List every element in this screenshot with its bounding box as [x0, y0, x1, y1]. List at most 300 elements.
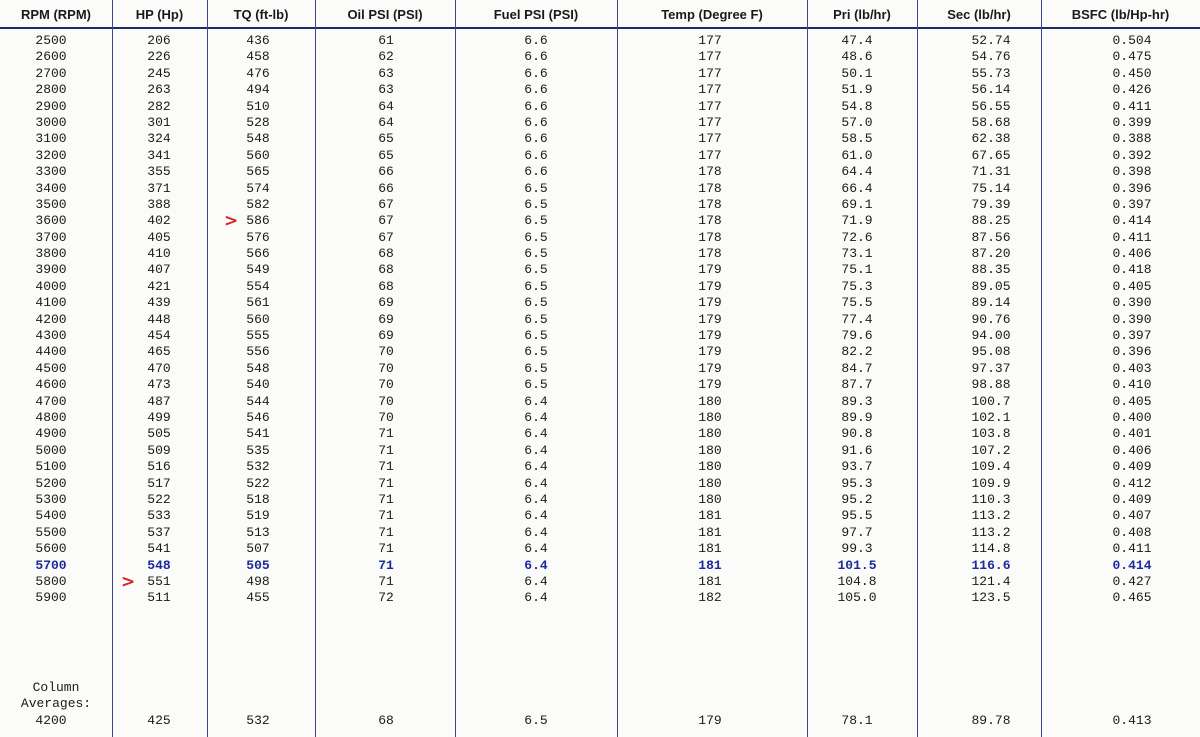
- cell-temp: 178: [698, 196, 722, 212]
- cell-fuel-psi: 6.4: [524, 393, 548, 409]
- cell-fuel-psi: 6.5: [524, 328, 548, 344]
- cell-oil-psi: 63: [378, 65, 394, 81]
- cell-tq: 528: [246, 114, 270, 130]
- cell-oil-psi: 67: [378, 229, 394, 245]
- dyno-data-table: [0, 33, 1200, 607]
- peak-hp-marker: >: [121, 571, 136, 592]
- table-row: [0, 197, 1200, 213]
- cell-fuel-psi: 6.5: [524, 196, 548, 212]
- cell-oil-psi: 71: [378, 475, 394, 491]
- table-row: [0, 541, 1200, 557]
- cell-tq: 510: [246, 98, 270, 114]
- cell-oil-psi: 70: [378, 409, 394, 425]
- cell-oil-psi: 71: [378, 524, 394, 540]
- cell-pri: 69.1: [841, 196, 873, 212]
- cell-sec: 54.76: [971, 49, 1011, 65]
- cell-oil-psi: 71: [378, 442, 394, 458]
- cell-hp: 405: [147, 229, 171, 245]
- cell-oil-psi: 68: [378, 278, 394, 294]
- cell-temp: 179: [698, 328, 722, 344]
- cell-oil-psi: 69: [378, 311, 394, 327]
- cell-tq: 535: [246, 442, 270, 458]
- table-row: [0, 571, 1200, 592]
- average-hp: 425: [147, 713, 171, 728]
- cell-temp: 177: [698, 33, 722, 48]
- cell-tq: 566: [246, 246, 270, 262]
- cell-bsfc: 0.414: [1112, 213, 1152, 229]
- cell-temp: 179: [698, 278, 722, 294]
- cell-hp: 533: [147, 508, 171, 524]
- cell-hp: 355: [147, 164, 171, 180]
- cell-pri: 72.6: [841, 229, 873, 245]
- cell-rpm: 4900: [35, 426, 67, 442]
- cell-hp: 282: [147, 98, 171, 114]
- table-row: [0, 279, 1200, 295]
- cell-sec: 110.3: [971, 491, 1011, 507]
- table-row: [0, 295, 1200, 311]
- cell-sec: 97.37: [971, 360, 1011, 376]
- cell-fuel-psi: 6.4: [524, 590, 548, 606]
- average-pri: 78.1: [841, 713, 873, 728]
- cell-fuel-psi: 6.6: [524, 49, 548, 65]
- average-bsfc: 0.413: [1112, 713, 1152, 728]
- cell-temp: 177: [698, 147, 722, 163]
- cell-fuel-psi: 6.5: [524, 180, 548, 196]
- cell-sec: 58.68: [971, 114, 1011, 130]
- cell-oil-psi: 67: [378, 196, 394, 212]
- table-row: [0, 99, 1200, 115]
- cell-tq: 576: [246, 229, 270, 245]
- cell-rpm: 3100: [35, 131, 67, 147]
- cell-sec: 67.65: [971, 147, 1011, 163]
- cell-fuel-psi: 6.5: [524, 246, 548, 262]
- cell-fuel-psi: 6.5: [524, 278, 548, 294]
- cell-pri: 77.4: [841, 311, 873, 327]
- cell-tq: 560: [246, 147, 270, 163]
- cell-fuel-psi: 6.6: [524, 164, 548, 180]
- cell-bsfc: 0.409: [1112, 459, 1152, 475]
- cell-tq: 436: [246, 33, 270, 48]
- cell-hp: 410: [147, 246, 171, 262]
- cell-oil-psi: 63: [378, 82, 394, 98]
- cell-sec: 100.7: [971, 393, 1011, 409]
- column-header-rpm: RPM (RPM): [20, 7, 92, 22]
- cell-rpm: 3900: [35, 262, 67, 278]
- cell-tq: 476: [246, 65, 270, 81]
- cell-oil-psi: 72: [378, 590, 394, 606]
- cell-pri: 84.7: [841, 360, 873, 376]
- cell-temp: 181: [698, 508, 722, 524]
- cell-bsfc: 0.409: [1112, 491, 1152, 507]
- cell-pri: 95.3: [841, 475, 873, 491]
- cell-sec: 89.14: [971, 295, 1011, 311]
- cell-tq: 455: [246, 590, 270, 606]
- cell-rpm: 3400: [35, 180, 67, 196]
- cell-tq: 555: [246, 328, 270, 344]
- average-tq: 532: [246, 713, 270, 728]
- cell-pri: 87.7: [841, 377, 873, 393]
- table-row: [0, 148, 1200, 164]
- cell-temp: 177: [698, 131, 722, 147]
- cell-rpm: 4200: [35, 311, 67, 327]
- column-header-hp: HP (Hp): [135, 7, 184, 22]
- peak-torque-marker: >: [224, 211, 239, 232]
- cell-bsfc: 0.388: [1112, 131, 1152, 147]
- cell-tq: 540: [246, 377, 270, 393]
- cell-temp: 177: [698, 65, 722, 81]
- cell-temp: 178: [698, 180, 722, 196]
- cell-oil-psi: 71: [378, 508, 394, 524]
- average-oil-psi: 68: [378, 713, 394, 728]
- cell-fuel-psi: 6.5: [524, 295, 548, 311]
- cell-hp: 454: [147, 328, 171, 344]
- cell-pri: 79.6: [841, 328, 873, 344]
- cell-pri: 50.1: [841, 65, 873, 81]
- cell-hp: 537: [147, 524, 171, 540]
- cell-bsfc: 0.426: [1112, 82, 1152, 98]
- cell-pri: 89.9: [841, 409, 873, 425]
- cell-temp: 177: [698, 82, 722, 98]
- cell-pri: 75.1: [841, 262, 873, 278]
- cell-temp: 180: [698, 475, 722, 491]
- table-row: [0, 426, 1200, 442]
- cell-temp: 182: [698, 590, 722, 606]
- cell-sec: 79.39: [971, 196, 1011, 212]
- cell-sec: 113.2: [971, 508, 1011, 524]
- cell-rpm: 5000: [35, 442, 67, 458]
- cell-temp: 180: [698, 459, 722, 475]
- cell-sec: 55.73: [971, 65, 1011, 81]
- cell-bsfc: 0.396: [1112, 344, 1152, 360]
- cell-oil-psi: 71: [378, 459, 394, 475]
- cell-pri: 93.7: [841, 459, 873, 475]
- cell-fuel-psi: 6.4: [524, 459, 548, 475]
- cell-sec: 89.05: [971, 278, 1011, 294]
- cell-temp: 179: [698, 377, 722, 393]
- cell-tq: 574: [246, 180, 270, 196]
- cell-rpm: 4600: [35, 377, 67, 393]
- cell-tq: 586: [246, 213, 270, 229]
- table-row: [0, 328, 1200, 344]
- cell-hp: 465: [147, 344, 171, 360]
- cell-rpm: 3800: [35, 246, 67, 262]
- cell-bsfc: 0.403: [1112, 360, 1152, 376]
- table-row: [0, 246, 1200, 262]
- cell-tq: 561: [246, 295, 270, 311]
- table-row: [0, 115, 1200, 131]
- averages-label-line2: Averages:: [20, 696, 92, 711]
- averages-row: [0, 712, 1200, 729]
- cell-fuel-psi: 6.4: [524, 426, 548, 442]
- cell-fuel-psi: 6.5: [524, 311, 548, 327]
- cell-oil-psi: 64: [378, 98, 394, 114]
- table-row: [0, 459, 1200, 475]
- cell-rpm: 3300: [35, 164, 67, 180]
- column-header-fuel-psi: Fuel PSI (PSI): [493, 7, 579, 22]
- cell-bsfc: 0.396: [1112, 180, 1152, 196]
- cell-bsfc: 0.407: [1112, 508, 1152, 524]
- cell-rpm: 5800: [35, 573, 67, 589]
- cell-oil-psi: 62: [378, 49, 394, 65]
- cell-rpm: 4700: [35, 393, 67, 409]
- cell-sec: 123.5: [971, 590, 1011, 606]
- cell-temp: 179: [698, 344, 722, 360]
- cell-pri: 101.5: [837, 557, 877, 573]
- cell-bsfc: 0.475: [1112, 49, 1152, 65]
- cell-sec: 121.4: [971, 573, 1011, 589]
- table-row: [0, 377, 1200, 393]
- cell-oil-psi: 61: [378, 33, 394, 48]
- cell-hp: 509: [147, 442, 171, 458]
- cell-bsfc: 0.405: [1112, 278, 1152, 294]
- cell-fuel-psi: 6.4: [524, 491, 548, 507]
- cell-rpm: 2700: [35, 65, 67, 81]
- cell-hp: 301: [147, 114, 171, 130]
- average-temp: 179: [698, 713, 722, 728]
- cell-tq: 556: [246, 344, 270, 360]
- cell-hp: 341: [147, 147, 171, 163]
- cell-tq: 532: [246, 459, 270, 475]
- table-row: [0, 181, 1200, 197]
- cell-oil-psi: 67: [378, 213, 394, 229]
- cell-tq: 544: [246, 393, 270, 409]
- cell-sec: 62.38: [971, 131, 1011, 147]
- cell-tq: 560: [246, 311, 270, 327]
- cell-temp: 181: [698, 524, 722, 540]
- cell-oil-psi: 66: [378, 164, 394, 180]
- cell-temp: 178: [698, 164, 722, 180]
- cell-rpm: 5600: [35, 541, 67, 557]
- cell-tq: 494: [246, 82, 270, 98]
- cell-hp: 407: [147, 262, 171, 278]
- cell-temp: 181: [698, 557, 722, 573]
- cell-rpm: 4000: [35, 278, 67, 294]
- cell-pri: 95.2: [841, 491, 873, 507]
- table-row: [0, 558, 1200, 574]
- cell-bsfc: 0.410: [1112, 377, 1152, 393]
- cell-sec: 87.56: [971, 229, 1011, 245]
- column-header-sec: Sec (lb/hr): [947, 7, 1011, 22]
- cell-hp: 473: [147, 377, 171, 393]
- cell-rpm: 4500: [35, 360, 67, 376]
- cell-pri: 95.5: [841, 508, 873, 524]
- cell-sec: 56.55: [971, 98, 1011, 114]
- cell-pri: 54.8: [841, 98, 873, 114]
- cell-pri: 82.2: [841, 344, 873, 360]
- cell-tq: 548: [246, 360, 270, 376]
- cell-rpm: 3700: [35, 229, 67, 245]
- cell-temp: 178: [698, 229, 722, 245]
- cell-hp: 505: [147, 426, 171, 442]
- cell-rpm: 3500: [35, 196, 67, 212]
- cell-tq: 498: [246, 573, 270, 589]
- table-row: [0, 312, 1200, 328]
- cell-hp: 226: [147, 49, 171, 65]
- cell-sec: 109.4: [971, 459, 1011, 475]
- table-row: [0, 410, 1200, 426]
- cell-oil-psi: 65: [378, 147, 394, 163]
- cell-fuel-psi: 6.4: [524, 409, 548, 425]
- header-rule: [0, 27, 1200, 29]
- cell-hp: 263: [147, 82, 171, 98]
- average-rpm: 4200: [35, 713, 67, 728]
- cell-sec: 94.00: [971, 328, 1011, 344]
- cell-hp: 388: [147, 196, 171, 212]
- cell-bsfc: 0.400: [1112, 409, 1152, 425]
- cell-oil-psi: 70: [378, 360, 394, 376]
- cell-hp: 551: [147, 573, 171, 589]
- cell-fuel-psi: 6.5: [524, 229, 548, 245]
- cell-tq: 522: [246, 475, 270, 491]
- cell-tq: 518: [246, 491, 270, 507]
- cell-sec: 90.76: [971, 311, 1011, 327]
- cell-rpm: 5700: [35, 557, 67, 573]
- cell-tq: 549: [246, 262, 270, 278]
- table-row: [0, 49, 1200, 65]
- cell-sec: 52.74: [971, 33, 1011, 48]
- cell-oil-psi: 71: [378, 426, 394, 442]
- cell-temp: 180: [698, 393, 722, 409]
- cell-tq: 582: [246, 196, 270, 212]
- cell-temp: 181: [698, 541, 722, 557]
- column-header-tq: TQ (ft-lb): [233, 7, 289, 22]
- cell-hp: 371: [147, 180, 171, 196]
- cell-pri: 57.0: [841, 114, 873, 130]
- cell-pri: 58.5: [841, 131, 873, 147]
- cell-fuel-psi: 6.5: [524, 262, 548, 278]
- cell-pri: 89.3: [841, 393, 873, 409]
- cell-rpm: 4100: [35, 295, 67, 311]
- cell-tq: 519: [246, 508, 270, 524]
- cell-hp: 470: [147, 360, 171, 376]
- cell-pri: 61.0: [841, 147, 873, 163]
- cell-sec: 116.6: [971, 557, 1011, 573]
- cell-oil-psi: 70: [378, 393, 394, 409]
- cell-sec: 75.14: [971, 180, 1011, 196]
- cell-fuel-psi: 6.5: [524, 360, 548, 376]
- cell-temp: 177: [698, 49, 722, 65]
- cell-sec: 88.25: [971, 213, 1011, 229]
- cell-hp: 487: [147, 393, 171, 409]
- table-row: [0, 344, 1200, 360]
- table-row: [0, 508, 1200, 524]
- cell-temp: 180: [698, 409, 722, 425]
- cell-sec: 114.8: [971, 541, 1011, 557]
- cell-temp: 180: [698, 442, 722, 458]
- cell-fuel-psi: 6.6: [524, 147, 548, 163]
- average-fuel-psi: 6.5: [524, 713, 548, 728]
- cell-temp: 181: [698, 573, 722, 589]
- cell-sec: 87.20: [971, 246, 1011, 262]
- cell-pri: 48.6: [841, 49, 873, 65]
- cell-bsfc: 0.390: [1112, 311, 1152, 327]
- table-row: [0, 262, 1200, 278]
- cell-pri: 99.3: [841, 541, 873, 557]
- cell-bsfc: 0.401: [1112, 426, 1152, 442]
- cell-rpm: 3200: [35, 147, 67, 163]
- cell-fuel-psi: 6.4: [524, 508, 548, 524]
- cell-fuel-psi: 6.4: [524, 557, 548, 573]
- cell-bsfc: 0.465: [1112, 590, 1152, 606]
- cell-hp: 402: [147, 213, 171, 229]
- cell-oil-psi: 66: [378, 180, 394, 196]
- cell-bsfc: 0.411: [1112, 98, 1152, 114]
- average-sec: 89.78: [971, 713, 1011, 728]
- table-row: [0, 492, 1200, 508]
- cell-pri: 91.6: [841, 442, 873, 458]
- cell-temp: 178: [698, 246, 722, 262]
- cell-bsfc: 0.405: [1112, 393, 1152, 409]
- table-row: [0, 164, 1200, 180]
- cell-rpm: 2900: [35, 98, 67, 114]
- cell-bsfc: 0.418: [1112, 262, 1152, 278]
- cell-rpm: 2800: [35, 82, 67, 98]
- cell-fuel-psi: 6.6: [524, 65, 548, 81]
- cell-rpm: 5300: [35, 491, 67, 507]
- column-header-temp: Temp (Degree F): [661, 7, 763, 22]
- column-header-oil-psi: Oil PSI (PSI): [347, 7, 423, 22]
- cell-sec: 88.35: [971, 262, 1011, 278]
- cell-pri: 71.9: [841, 213, 873, 229]
- cell-hp: 548: [147, 557, 171, 573]
- cell-sec: 113.2: [971, 524, 1011, 540]
- cell-rpm: 4800: [35, 409, 67, 425]
- cell-fuel-psi: 6.6: [524, 131, 548, 147]
- cell-rpm: 5400: [35, 508, 67, 524]
- cell-pri: 51.9: [841, 82, 873, 98]
- cell-temp: 179: [698, 262, 722, 278]
- cell-sec: 95.08: [971, 344, 1011, 360]
- cell-hp: 439: [147, 295, 171, 311]
- cell-sec: 98.88: [971, 377, 1011, 393]
- column-header-bsfc: BSFC (lb/Hp-hr): [1071, 7, 1170, 22]
- cell-tq: 554: [246, 278, 270, 294]
- cell-temp: 179: [698, 311, 722, 327]
- cell-tq: 565: [246, 164, 270, 180]
- cell-tq: 505: [246, 557, 270, 573]
- cell-rpm: 3000: [35, 114, 67, 130]
- cell-oil-psi: 69: [378, 328, 394, 344]
- cell-sec: 56.14: [971, 82, 1011, 98]
- cell-temp: 177: [698, 114, 722, 130]
- table-row: [0, 211, 1200, 232]
- cell-tq: 458: [246, 49, 270, 65]
- cell-oil-psi: 71: [378, 573, 394, 589]
- cell-fuel-psi: 6.5: [524, 213, 548, 229]
- cell-fuel-psi: 6.4: [524, 573, 548, 589]
- table-row: [0, 525, 1200, 541]
- cell-bsfc: 0.406: [1112, 442, 1152, 458]
- cell-bsfc: 0.406: [1112, 246, 1152, 262]
- cell-hp: 511: [147, 590, 171, 606]
- table-row: [0, 361, 1200, 377]
- cell-fuel-psi: 6.4: [524, 475, 548, 491]
- table-row: [0, 230, 1200, 246]
- table-row: [0, 476, 1200, 492]
- table-header: [0, 0, 1200, 28]
- cell-oil-psi: 70: [378, 377, 394, 393]
- cell-bsfc: 0.411: [1112, 229, 1152, 245]
- table-row: [0, 66, 1200, 82]
- table-row: [0, 590, 1200, 606]
- cell-rpm: 5200: [35, 475, 67, 491]
- cell-temp: 177: [698, 98, 722, 114]
- cell-oil-psi: 71: [378, 491, 394, 507]
- cell-tq: 548: [246, 131, 270, 147]
- cell-temp: 179: [698, 360, 722, 376]
- cell-fuel-psi: 6.6: [524, 33, 548, 48]
- cell-hp: 516: [147, 459, 171, 475]
